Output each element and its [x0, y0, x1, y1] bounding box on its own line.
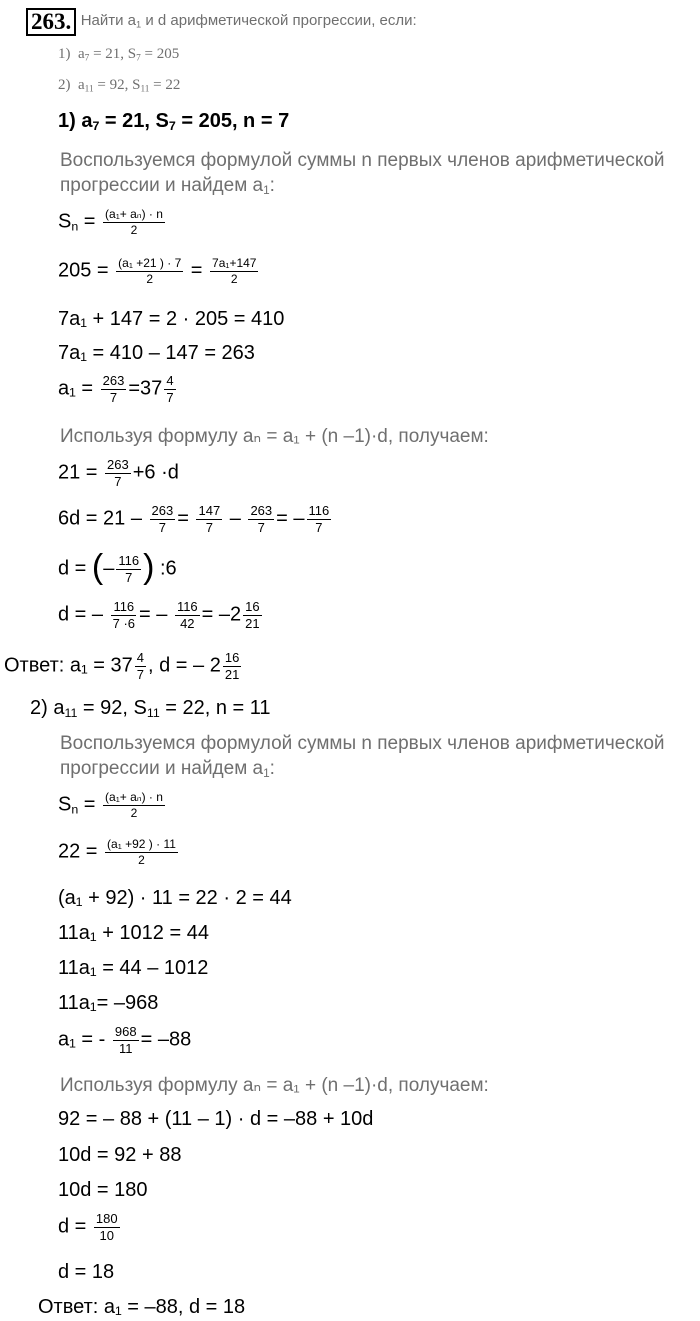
part2-sum-formula: $S_n$ = $\frac{\text{(a₁+ aₙ) · n}}{2}$	[58, 790, 163, 820]
part2-line6: 11a₁= –968	[58, 992, 159, 1014]
part1-a1-value: a₁ = $\frac{263}{7}$ =37 $\frac{4}{7}$	[58, 373, 174, 405]
part2-use-formula: Используя формулу aₙ = a₁ + (n –1)·d, получаем:	[60, 1075, 489, 1096]
part1-eq-205: 205 = $\frac{\text{(a₁ +21 ) · 7}}{2}$ = $\frac{\text{7a₁+147}}{2}$	[58, 256, 257, 286]
problem-header	[26, 8, 417, 36]
part2-a1-value: a₁ = - $\frac{968}{11}$ = –88	[58, 1024, 192, 1056]
part2-d-fraction: d = $\frac{180}{10}$	[58, 1211, 118, 1243]
part2-intro-line1: Воспользуемся формулой суммы n первых членов арифметической	[60, 733, 665, 754]
part1-use-formula: Используя формулу aₙ = a₁ + (n –1)·d, получаем:	[60, 426, 489, 447]
part2-answer: Ответ: a₁ = –88, d = 18	[38, 1296, 246, 1318]
part1-intro-line1: Воспользуемся формулой суммы n первых членов арифметической	[60, 150, 665, 171]
part1-heading: 1) $a_7 = 21$, $S_7 = 205$, n = 7	[58, 110, 290, 134]
condition-1: 1) $a_7 = 21$, $S_7 = 205$	[58, 46, 180, 64]
part2-line10: 10d = 180	[58, 1179, 148, 1201]
part2-line3: (a₁ + 92) · 11 = 22 · 2 = 44	[58, 887, 292, 909]
part1-line3: 7a₁ + 147 = 2 · 205 = 410	[58, 308, 285, 330]
part1-d-final: d = – $\frac{116}{7 \cdot 6}$ = – $\frac{116}{42}$ = –2 $\frac{16}{21}$	[58, 599, 260, 631]
part2-d-value: d = 18	[58, 1261, 115, 1283]
problem-number: 263.	[26, 8, 76, 36]
part2-line4: 11a₁ + 1012 = 44	[58, 922, 209, 944]
part1-sum-formula: $S_n$ = $\frac{\text{(a₁+ aₙ) · n}}{2}$	[58, 207, 163, 237]
part2-line5: 11a₁ = 44 – 1012	[58, 957, 209, 979]
sum-formula-fraction: $\frac{\text{(a₁+ aₙ) · n}}{2}$	[105, 207, 163, 237]
part2-line9: 10d = 92 + 88	[58, 1144, 182, 1166]
part1-intro-line2: прогрессии и найдем $a_1$:	[60, 175, 275, 197]
part1-d-division: d = (– $\frac{116}{7}$ ) :6	[58, 548, 177, 586]
part2-line8: 92 = – 88 + (11 – 1) · d = –88 + 10d	[58, 1108, 374, 1130]
part2-heading: 2) $a_{11} = 92$, $S_{11} = 22$, n = 11	[30, 697, 271, 721]
task-statement: Найти $a_1$ и d арифметической прогрессии, если:	[80, 12, 417, 30]
condition-2: 2) $a_{11} = 92$, $S_{11} = 22$	[58, 77, 181, 95]
part1-eq-6d: 6d = 21 – $\frac{263}{7}$ = $\frac{147}{7}$ – $\frac{263}{7}$ = – $\frac{116}{7}$	[58, 503, 330, 535]
part2-eq-22: 22 = $\frac{\text{(a₁ +92 ) · 11}}{2}$	[58, 837, 176, 867]
part2-intro-line2: прогрессии и найдем $a_1$:	[60, 758, 275, 780]
part1-answer: Ответ: a₁ = 37 $\frac{4}{7}$ , d = – 2 $\frac{16}{21}$	[4, 650, 240, 682]
part1-eq-21: 21 = $\frac{263}{7}$ +6 ·d	[58, 457, 179, 489]
part1-line4: 7a₁ = 410 – 147 = 263	[58, 342, 255, 364]
